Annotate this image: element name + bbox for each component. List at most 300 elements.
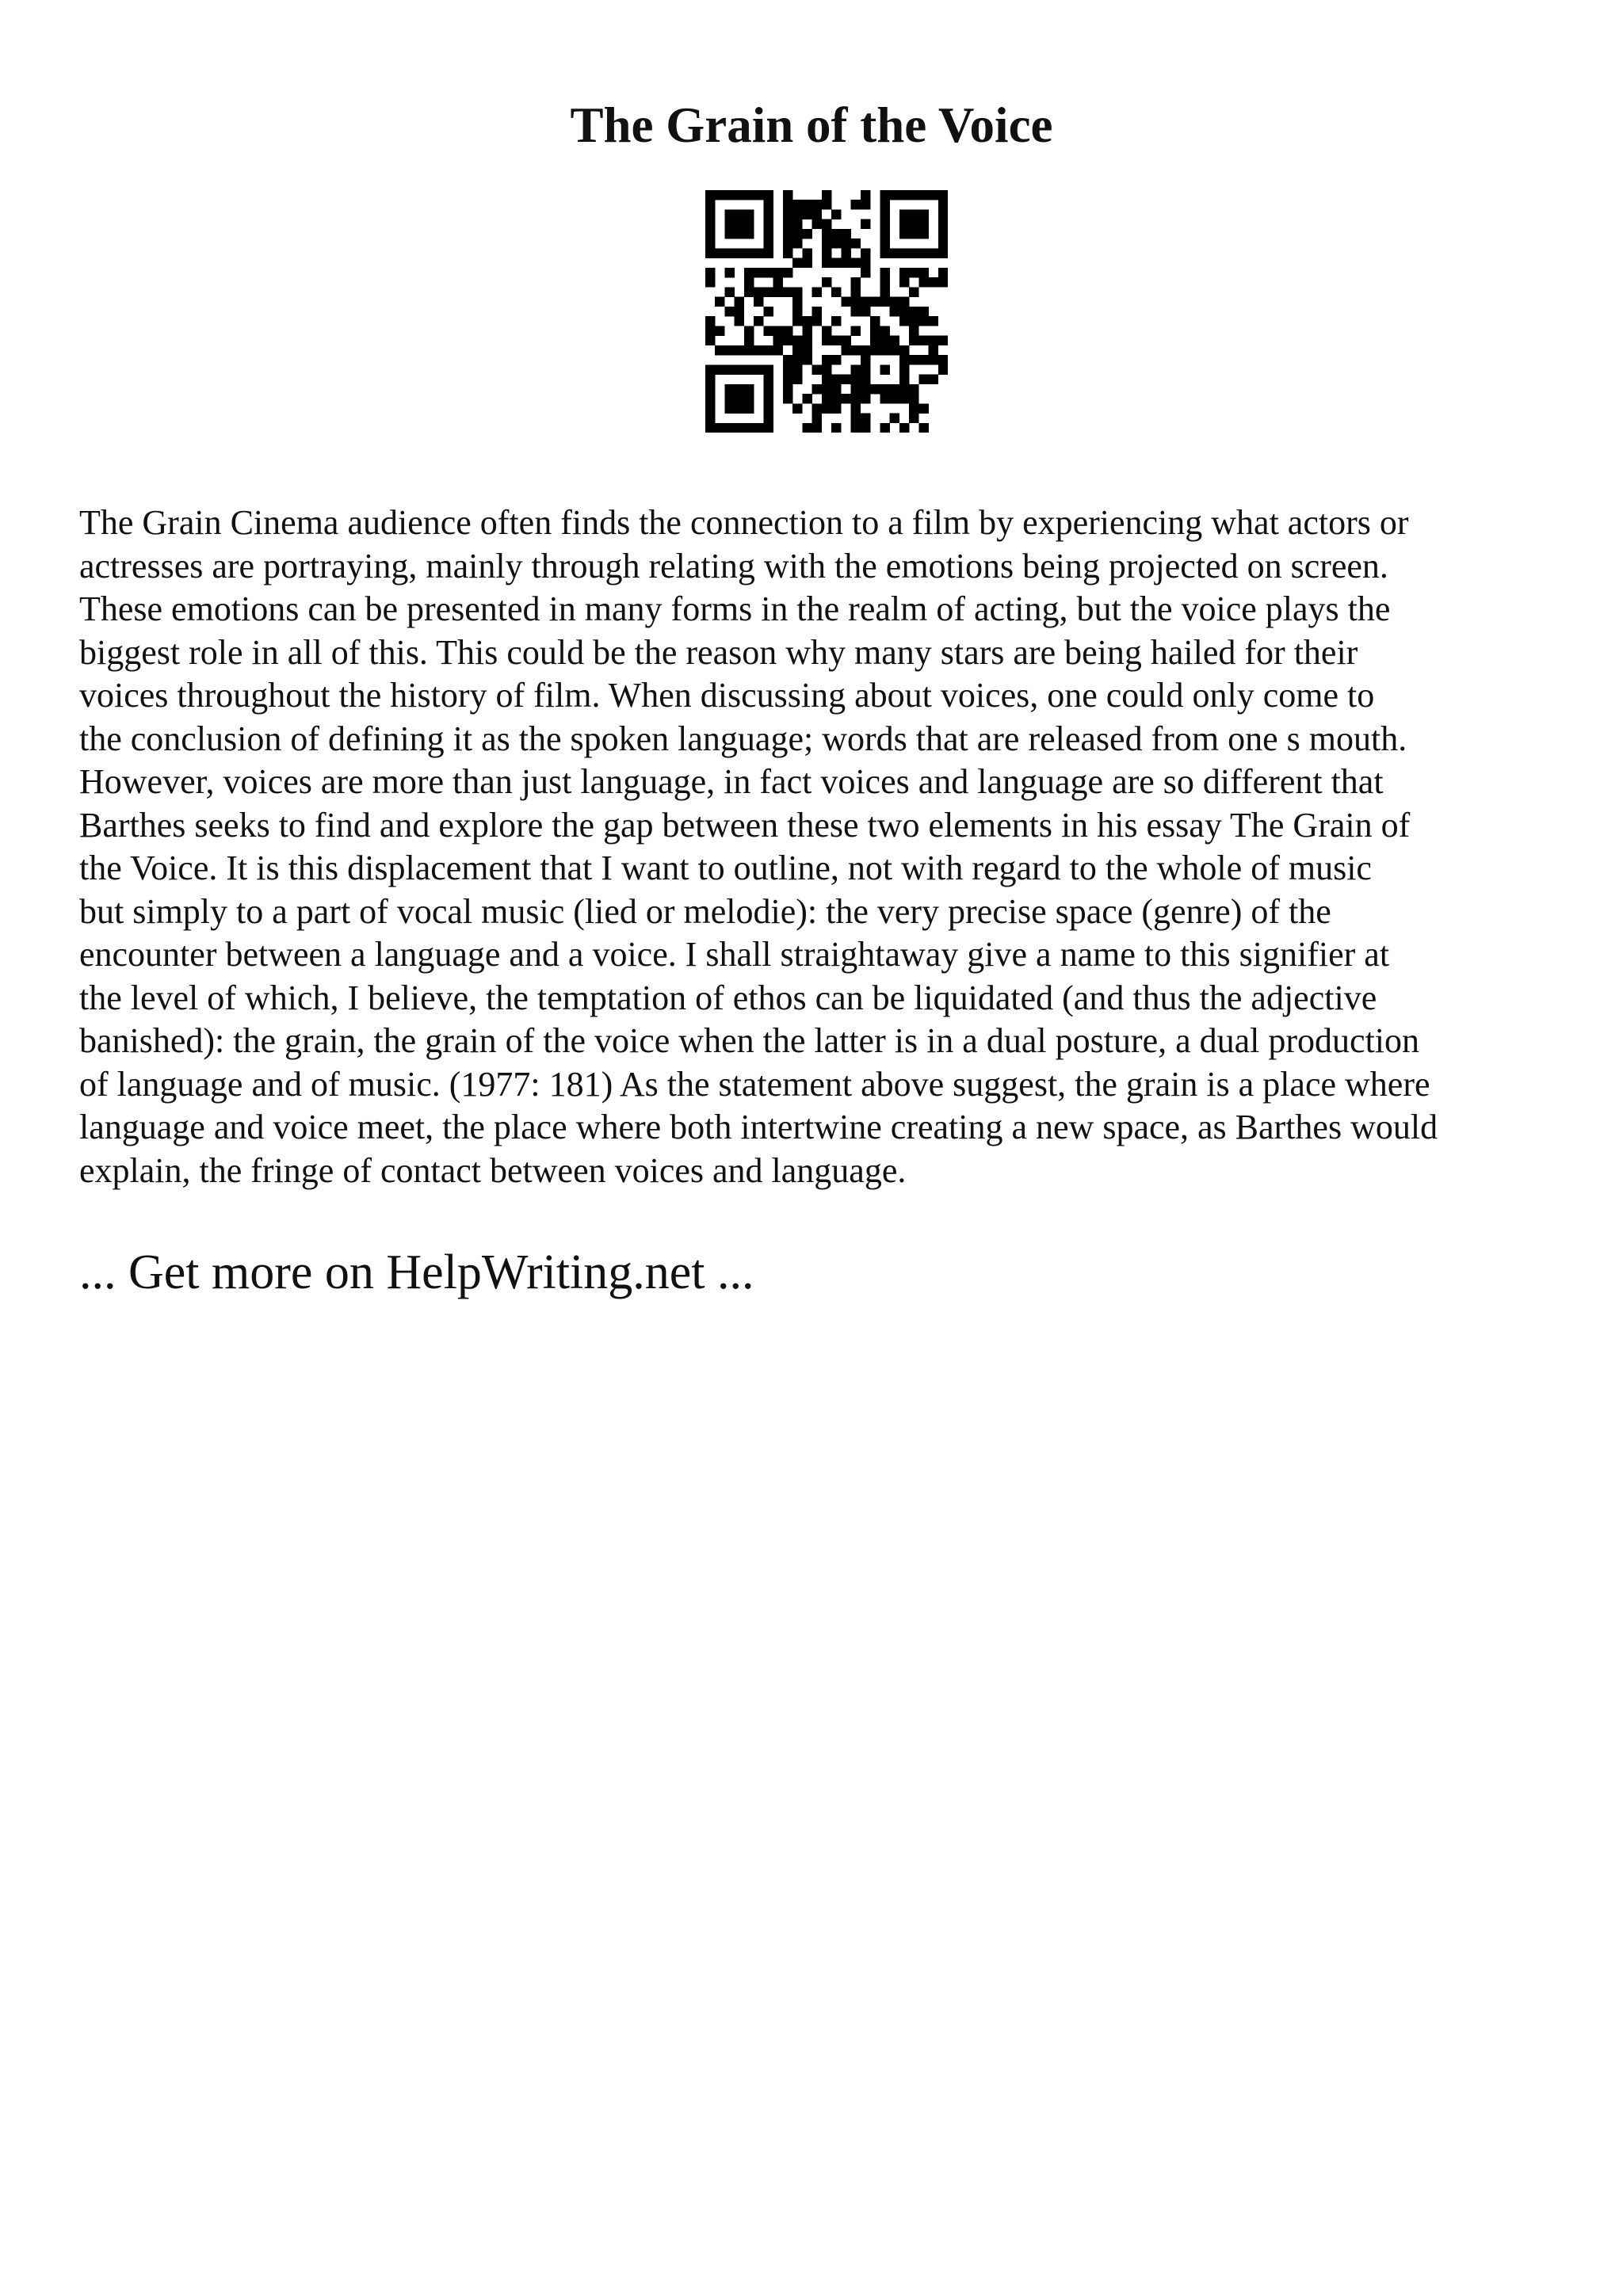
qr-module xyxy=(802,316,812,326)
qr-module xyxy=(831,238,841,248)
qr-module xyxy=(929,190,938,200)
qr-module xyxy=(822,336,831,345)
qr-module xyxy=(705,326,715,335)
qr-module xyxy=(763,268,773,277)
qr-module xyxy=(735,248,744,257)
qr-module xyxy=(705,316,715,326)
qr-module xyxy=(851,200,861,209)
qr-module xyxy=(831,384,841,394)
qr-module xyxy=(763,229,773,238)
qr-module xyxy=(938,190,948,200)
qr-module xyxy=(763,307,773,316)
qr-module xyxy=(705,414,715,423)
qr-module xyxy=(938,277,948,287)
qr-module xyxy=(744,336,754,345)
qr-module xyxy=(792,287,802,296)
qr-module xyxy=(909,316,918,326)
qr-module xyxy=(812,403,822,413)
text-line: the Voice. It is this displacement that I want to outline, not with regard to the whole of music xyxy=(79,849,1372,887)
qr-module xyxy=(822,219,831,229)
qr-module xyxy=(822,190,831,200)
qr-module xyxy=(763,394,773,403)
qr-module xyxy=(802,355,812,364)
qr-module xyxy=(841,375,850,384)
qr-module xyxy=(715,297,724,307)
qr-module xyxy=(802,345,812,355)
qr-module xyxy=(744,403,754,413)
qr-module xyxy=(861,258,870,268)
qr-module xyxy=(861,219,870,229)
qr-module xyxy=(763,326,773,335)
qr-module xyxy=(735,307,744,316)
qr-module xyxy=(890,384,899,394)
qr-module xyxy=(861,297,870,307)
qr-module xyxy=(763,414,773,423)
qr-module xyxy=(724,209,734,219)
qr-module xyxy=(812,316,822,326)
qr-module xyxy=(831,375,841,384)
qr-module xyxy=(918,307,928,316)
qr-module xyxy=(773,277,783,287)
qr-module xyxy=(861,423,870,433)
qr-module xyxy=(929,316,938,326)
text-line: Barthes seeks to find and explore the gap between these two elements in his essay The Grain of xyxy=(79,805,1411,845)
body-paragraph xyxy=(79,502,1545,1192)
qr-module xyxy=(909,209,918,219)
qr-module xyxy=(744,384,754,394)
qr-module xyxy=(938,268,948,277)
text-line: but simply to a part of vocal music (lied or melodie): the very precise space (genre) of the xyxy=(79,891,1331,931)
qr-module xyxy=(880,384,889,394)
qr-module xyxy=(812,287,822,296)
qr-module xyxy=(754,345,763,355)
qr-module xyxy=(735,364,744,374)
qr-module xyxy=(792,307,802,316)
qr-module xyxy=(899,364,909,374)
qr-code-icon[interactable] xyxy=(705,190,948,433)
qr-module xyxy=(783,364,792,374)
qr-module xyxy=(918,403,928,413)
qr-module xyxy=(918,248,928,257)
qr-module xyxy=(773,326,783,335)
qr-module xyxy=(715,364,724,374)
qr-module xyxy=(851,384,861,394)
qr-module xyxy=(822,238,831,248)
qr-module xyxy=(773,268,783,277)
qr-module xyxy=(851,287,861,296)
qr-module xyxy=(802,258,812,268)
qr-module xyxy=(938,229,948,238)
qr-module xyxy=(899,394,909,403)
qr-module xyxy=(792,209,802,219)
qr-module xyxy=(880,248,889,257)
qr-module xyxy=(735,316,744,326)
qr-module xyxy=(899,307,909,316)
qr-module xyxy=(705,219,715,229)
qr-module xyxy=(909,336,918,345)
qr-module xyxy=(870,345,880,355)
text-line: These emotions can be presented in many forms in the realm of acting, but the voice plays the xyxy=(79,589,1391,628)
qr-module xyxy=(724,248,734,257)
qr-module xyxy=(724,423,734,433)
qr-module xyxy=(792,238,802,248)
qr-module xyxy=(938,336,948,345)
qr-module xyxy=(880,200,889,209)
qr-module xyxy=(812,414,822,423)
qr-module xyxy=(763,190,773,200)
qr-module xyxy=(870,326,880,335)
qr-module xyxy=(744,364,754,374)
qr-module xyxy=(899,277,909,287)
qr-module xyxy=(899,345,909,355)
qr-module xyxy=(802,248,812,257)
text-line: the level of which, I believe, the temptation of ethos can be liquidated (and thus the adjective xyxy=(79,978,1377,1017)
qr-module xyxy=(763,345,773,355)
qr-module xyxy=(918,277,928,287)
qr-module xyxy=(890,248,899,257)
qr-module xyxy=(831,423,841,433)
qr-module xyxy=(841,297,850,307)
qr-module xyxy=(792,258,802,268)
qr-module xyxy=(783,209,792,219)
qr-module xyxy=(715,248,724,257)
qr-module xyxy=(880,277,889,287)
qr-module xyxy=(870,336,880,345)
qr-module xyxy=(938,200,948,209)
qr-module xyxy=(890,297,899,307)
qr-module xyxy=(792,336,802,345)
qr-module xyxy=(792,403,802,413)
qr-module xyxy=(870,297,880,307)
qr-module xyxy=(754,316,763,326)
qr-module xyxy=(735,423,744,433)
qr-module xyxy=(861,414,870,423)
qr-module xyxy=(918,423,928,433)
qr-module xyxy=(715,326,724,335)
qr-module xyxy=(929,336,938,345)
qr-module xyxy=(763,248,773,257)
qr-module xyxy=(880,394,889,403)
qr-module xyxy=(909,219,918,229)
qr-module xyxy=(802,394,812,403)
qr-module xyxy=(802,423,812,433)
qr-module xyxy=(861,200,870,209)
qr-module xyxy=(822,277,831,287)
qr-module xyxy=(909,326,918,335)
qr-module xyxy=(735,219,744,229)
qr-module xyxy=(929,345,938,355)
qr-module xyxy=(763,209,773,219)
qr-module xyxy=(724,403,734,413)
qr-module xyxy=(861,375,870,384)
qr-module xyxy=(763,200,773,209)
qr-module xyxy=(918,336,928,345)
qr-module xyxy=(724,307,734,316)
qr-module xyxy=(938,219,948,229)
qr-module xyxy=(744,219,754,229)
qr-module xyxy=(918,219,928,229)
qr-module xyxy=(812,423,822,433)
qr-module xyxy=(899,423,909,433)
qr-module xyxy=(763,219,773,229)
qr-module xyxy=(909,287,918,296)
qr-module xyxy=(909,355,918,364)
qr-module xyxy=(890,190,899,200)
qr-module xyxy=(773,287,783,296)
qr-module xyxy=(705,423,715,433)
qr-module xyxy=(880,238,889,248)
text-line: banished): the grain, the grain of the voice when the latter is in a dual posture, a dual production xyxy=(79,1021,1420,1060)
qr-module xyxy=(899,384,909,394)
text-line: of language and of music. (1977: 181) As the statement above suggest, the grain is a place where xyxy=(79,1064,1430,1104)
qr-module xyxy=(861,345,870,355)
qr-module xyxy=(783,394,792,403)
qr-module xyxy=(735,297,744,307)
qr-module xyxy=(754,190,763,200)
text-line: The Grain Cinema audience often finds the connection to a film by experiencing what actors or xyxy=(79,503,1409,542)
qr-module xyxy=(822,384,831,394)
qr-module xyxy=(705,364,715,374)
qr-module xyxy=(851,277,861,287)
qr-module xyxy=(763,238,773,248)
qr-module xyxy=(851,394,861,403)
qr-module xyxy=(851,375,861,384)
qr-module xyxy=(841,238,850,248)
qr-module xyxy=(735,403,744,413)
qr-module xyxy=(792,364,802,374)
qr-module xyxy=(783,219,792,229)
qr-module xyxy=(783,190,792,200)
qr-module xyxy=(918,355,928,364)
qr-module xyxy=(899,219,909,229)
text-line: biggest role in all of this. This could be the reason why many stars are being hailed for their xyxy=(79,632,1358,672)
qr-module xyxy=(763,364,773,374)
qr-module xyxy=(744,326,754,335)
qr-module xyxy=(880,268,889,277)
qr-module xyxy=(754,287,763,296)
qr-module xyxy=(870,316,880,326)
qr-module xyxy=(724,190,734,200)
qr-module xyxy=(754,268,763,277)
qr-module xyxy=(744,229,754,238)
qr-module xyxy=(783,200,792,209)
qr-module xyxy=(909,394,918,403)
qr-module xyxy=(783,268,792,277)
qr-module xyxy=(890,345,899,355)
qr-module xyxy=(724,219,734,229)
qr-module xyxy=(929,248,938,257)
qr-module xyxy=(822,375,831,384)
qr-module xyxy=(812,200,822,209)
qr-module xyxy=(918,268,928,277)
qr-module xyxy=(851,414,861,423)
qr-module xyxy=(880,219,889,229)
qr-module xyxy=(724,287,734,296)
qr-module xyxy=(880,229,889,238)
qr-module xyxy=(735,229,744,238)
qr-module xyxy=(841,336,850,345)
qr-module xyxy=(715,423,724,433)
qr-module xyxy=(735,394,744,403)
qr-module xyxy=(851,364,861,374)
qr-module xyxy=(802,209,812,219)
qr-module xyxy=(861,394,870,403)
qr-module xyxy=(735,345,744,355)
qr-module xyxy=(724,394,734,403)
qr-module xyxy=(831,336,841,345)
qr-module xyxy=(861,307,870,316)
qr-module xyxy=(802,326,812,335)
qr-module xyxy=(899,248,909,257)
qr-module xyxy=(822,258,831,268)
qr-module xyxy=(822,248,831,257)
qr-module xyxy=(918,190,928,200)
qr-module xyxy=(899,355,909,364)
qr-module xyxy=(909,414,918,423)
qr-module xyxy=(705,268,715,277)
qr-module xyxy=(705,200,715,209)
qr-module xyxy=(792,375,802,384)
text-line: encounter between a language and a voice. I shall straightaway give a name to this signifier at xyxy=(79,935,1390,974)
qr-module xyxy=(744,287,754,296)
qr-module xyxy=(705,229,715,238)
qr-module xyxy=(792,219,802,229)
qr-module xyxy=(861,248,870,257)
qr-module xyxy=(880,345,889,355)
qr-module xyxy=(899,190,909,200)
qr-module xyxy=(705,238,715,248)
qr-module xyxy=(938,209,948,219)
qr-module xyxy=(890,307,899,316)
qr-module xyxy=(831,394,841,403)
qr-module xyxy=(870,384,880,394)
qr-module xyxy=(831,209,841,219)
qr-module xyxy=(763,384,773,394)
qr-module xyxy=(861,384,870,394)
qr-module xyxy=(861,268,870,277)
qr-module xyxy=(880,297,889,307)
qr-module xyxy=(744,423,754,433)
qr-module xyxy=(841,345,850,355)
qr-module xyxy=(783,326,792,335)
qr-module xyxy=(822,200,831,209)
qr-module xyxy=(792,316,802,326)
qr-module xyxy=(735,209,744,219)
text-line: However, voices are more than just language, in fact voices and language are so different that xyxy=(79,762,1384,801)
qr-module xyxy=(744,345,754,355)
qr-module xyxy=(773,336,783,345)
qr-module xyxy=(899,229,909,238)
qr-module xyxy=(851,326,861,335)
qr-module xyxy=(890,336,899,345)
qr-module xyxy=(724,384,734,394)
text-line: language and voice meet, the place where both intertwine creating a new space, as Barthes would xyxy=(79,1108,1438,1146)
qr-module xyxy=(744,277,754,287)
qr-module xyxy=(802,336,812,345)
qr-module xyxy=(715,345,724,355)
qr-module xyxy=(918,209,928,219)
qr-module xyxy=(831,229,841,238)
qr-module xyxy=(783,375,792,384)
qr-module xyxy=(861,190,870,200)
qr-module xyxy=(735,190,744,200)
qr-module xyxy=(792,200,802,209)
qr-module xyxy=(792,355,802,364)
qr-module xyxy=(724,364,734,374)
qr-module xyxy=(909,248,918,257)
qr-module xyxy=(890,394,899,403)
qr-module xyxy=(861,364,870,374)
qr-module xyxy=(705,403,715,413)
qr-module xyxy=(724,229,734,238)
qr-module xyxy=(899,268,909,277)
qr-module xyxy=(831,287,841,296)
qr-module xyxy=(724,268,734,277)
qr-module xyxy=(705,384,715,394)
qr-module xyxy=(812,219,822,229)
qr-module xyxy=(822,364,831,374)
qr-module xyxy=(851,238,861,248)
qr-module xyxy=(783,229,792,238)
document-title: The Grain of the Voice xyxy=(570,97,1053,153)
qr-module xyxy=(754,364,763,374)
qr-module xyxy=(909,307,918,316)
qr-module xyxy=(938,355,948,364)
qr-module xyxy=(802,200,812,209)
qr-module xyxy=(918,316,928,326)
qr-module xyxy=(851,403,861,413)
qr-module xyxy=(880,423,889,433)
qr-module xyxy=(861,355,870,364)
qr-module xyxy=(705,209,715,219)
get-more-link[interactable]: ... Get more on HelpWriting.net ... xyxy=(79,1245,754,1299)
qr-module xyxy=(938,364,948,374)
qr-module xyxy=(851,307,861,316)
qr-module xyxy=(744,209,754,219)
qr-module xyxy=(909,268,918,277)
qr-module xyxy=(792,229,802,238)
qr-module xyxy=(812,364,822,374)
qr-module xyxy=(880,364,889,374)
qr-module xyxy=(724,345,734,355)
qr-module xyxy=(783,384,792,394)
qr-module xyxy=(899,316,909,326)
qr-module xyxy=(783,355,792,364)
qr-module xyxy=(792,297,802,307)
qr-module xyxy=(754,248,763,257)
qr-module xyxy=(880,287,889,296)
qr-module xyxy=(909,229,918,238)
qr-module xyxy=(938,248,948,257)
qr-module xyxy=(744,190,754,200)
qr-module xyxy=(841,394,850,403)
qr-module xyxy=(851,423,861,433)
qr-module xyxy=(831,403,841,413)
qr-module xyxy=(831,258,841,268)
qr-module xyxy=(802,229,812,238)
qr-module xyxy=(899,375,909,384)
qr-module xyxy=(899,209,909,219)
qr-module xyxy=(929,277,938,287)
qr-module xyxy=(783,248,792,257)
qr-module xyxy=(890,414,899,423)
qr-module xyxy=(705,375,715,384)
qr-module xyxy=(763,423,773,433)
qr-module xyxy=(763,375,773,384)
qr-module xyxy=(812,209,822,219)
qr-module xyxy=(705,248,715,257)
qr-module xyxy=(909,384,918,394)
